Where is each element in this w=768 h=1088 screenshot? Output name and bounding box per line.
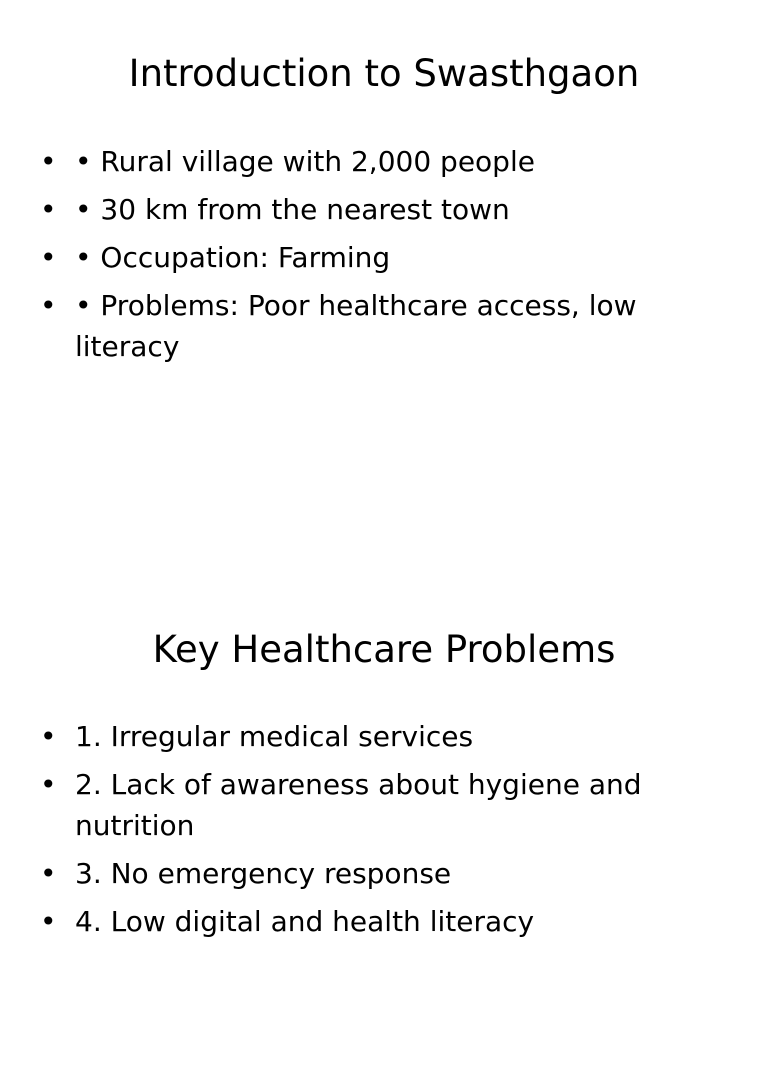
slide-title: Introduction to Swasthgaon [128, 52, 640, 95]
list-item-text: • Problems: Poor healthcare access, low literacy [75, 289, 637, 363]
bullet-icon: • [40, 289, 57, 322]
bullet-icon: • [40, 720, 57, 753]
list-item [40, 901, 660, 942]
list-item-text: • 30 km from the nearest town [75, 193, 510, 226]
bullet-icon: • [40, 193, 57, 226]
bullet-list [40, 716, 660, 949]
bullet-icon: • [40, 857, 57, 890]
bullet-icon: • [40, 905, 57, 938]
list-item [40, 853, 660, 894]
list-item-text: 2. Lack of awareness about hygiene and nutrition [75, 768, 642, 842]
bullet-icon: • [40, 241, 57, 274]
slide-title: Key Healthcare Problems [152, 628, 616, 671]
list-item [40, 764, 660, 846]
list-item [40, 285, 660, 367]
list-item [40, 189, 660, 230]
list-item [40, 716, 660, 757]
list-item-text: • Occupation: Farming [75, 241, 391, 274]
bullet-icon: • [40, 145, 57, 178]
slide-intro [0, 0, 768, 512]
list-item [40, 237, 660, 278]
list-item-text: 1. Irregular medical services [75, 720, 474, 753]
list-item-text: 3. No emergency response [75, 857, 452, 890]
bullet-icon: • [40, 768, 57, 801]
slide-problems [0, 576, 768, 1088]
list-item-text: 4. Low digital and health literacy [75, 905, 535, 938]
list-item-text: • Rural village with 2,000 people [75, 145, 535, 178]
bullet-list [40, 141, 660, 374]
list-item [40, 141, 660, 182]
